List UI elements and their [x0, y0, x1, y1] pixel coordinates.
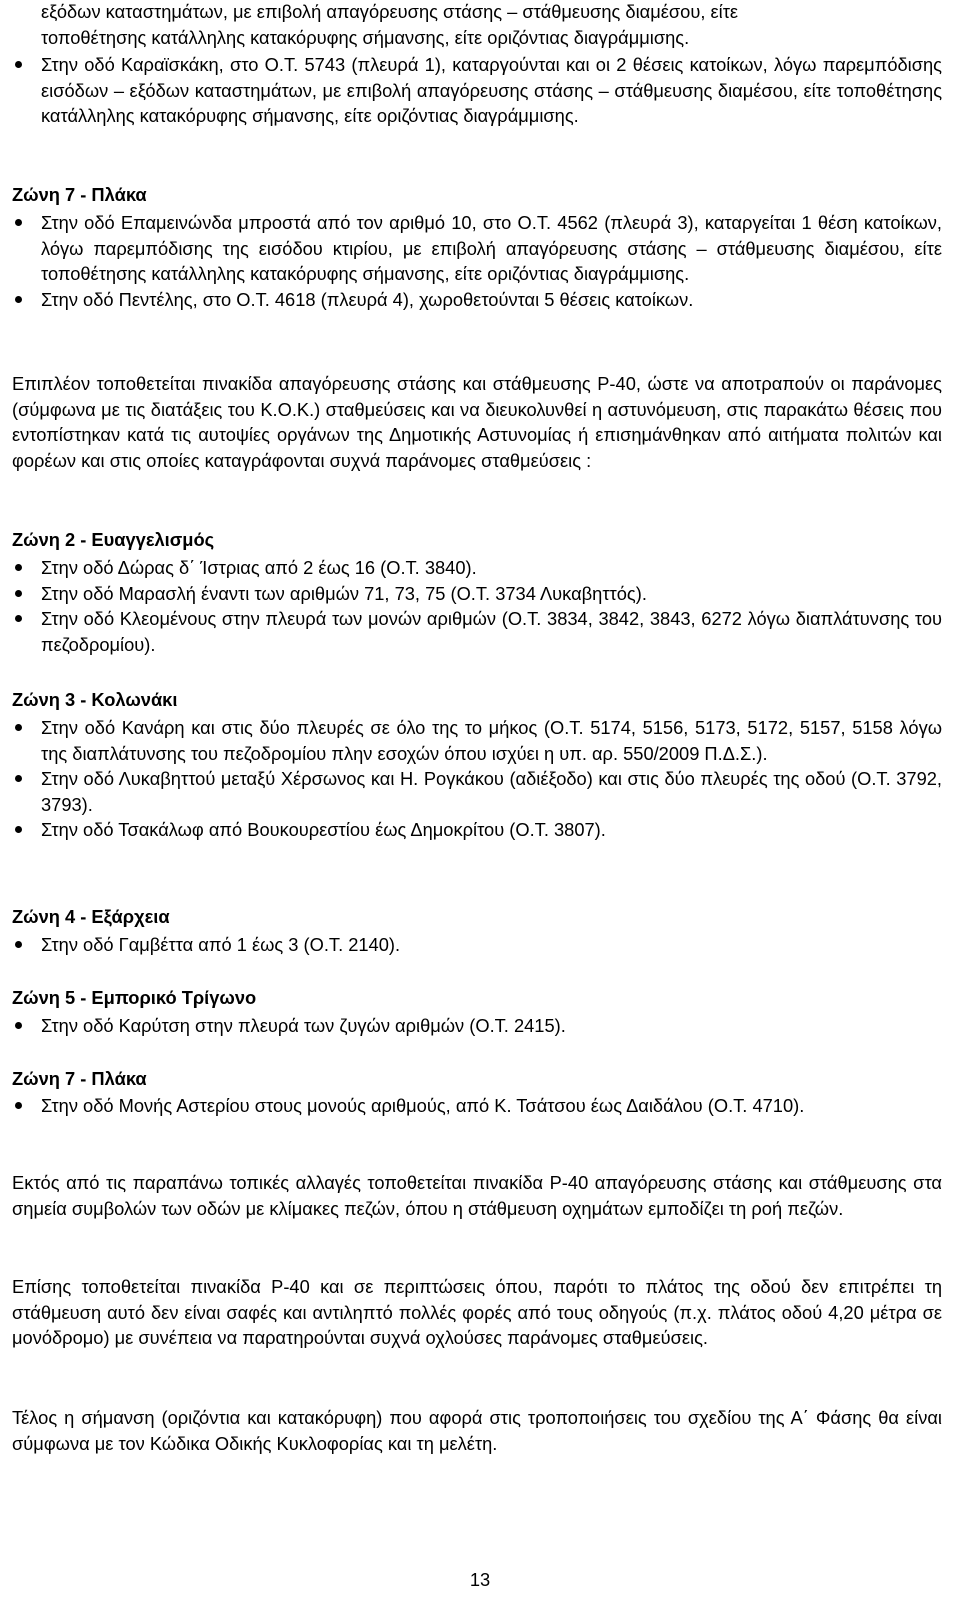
list-item: Στην οδό Καρύτση στην πλευρά των ζυγών αριθμών (Ο.Τ. 2415).: [12, 1013, 942, 1039]
bullet-icon: [15, 941, 22, 948]
final-paragraph: Τέλος η σήμανση (οριζόντια και κατακόρυφη) που αφορά στις τροποποιήσεις του σχεδίου της Α΄ Φάσης θα είναι σύμφωνα με τον Κώδικα Οδικής Κυκλοφορίας και τη μελέτη.: [12, 1407, 942, 1454]
zone-7-heading: Ζώνη 7 - Πλάκα: [12, 184, 147, 205]
zone-7-list: [12, 210, 942, 312]
bullet-icon: [15, 775, 22, 782]
zone-4-heading: Ζώνη 4 - Εξάρχεια: [12, 906, 170, 927]
list-item: Στην οδό Δώρας δ΄ Ίστριας από 2 έως 16 (Ο.Τ. 3840).: [12, 555, 942, 581]
bullet-icon: [15, 1022, 22, 1029]
zone-2-list: [12, 555, 942, 657]
continued-text: [41, 0, 942, 50]
list-item: Στην οδό Επαμεινώνδα μπροστά από τον αριθμό 10, στο Ο.Τ. 4562 (πλευρά 3), καταργείται 1 θέση κατοίκων, λόγω παρεμπόδισης της εισόδου κτιρίου, με επιβολή απαγόρευσης στάσης – στάθμευσης διαμέσου, είτε τοποθέτησης κατάλληλης κατακόρυφης σήμανσης, είτε οριζόντιας διαγράμμισης.: [12, 210, 942, 287]
list-item: Στην οδό Τσακάλωφ από Βουκουρεστίου έως Δημοκρίτου (Ο.Τ. 3807).: [12, 817, 942, 843]
continued-line-2: τοποθέτησης κατάλληλης κατακόρυφης σήμανσης, είτε οριζόντιας διαγράμμισης.: [41, 26, 690, 48]
zone-4-list: [12, 932, 942, 958]
bullet-icon: [15, 61, 22, 68]
zone-3-heading: Ζώνη 3 - Κολωνάκι: [12, 689, 178, 710]
list-item: Στην οδό Κανάρη και στις δύο πλευρές σε όλο της το μήκος (Ο.Τ. 5174, 5156, 5173, 5172, 5157, 5158 λόγω της διαπλάτυνσης του πεζοδρομίου πλην εσοχών όπου ισχύει η υπ. αρ. 550/2009 Π.Δ.Σ.).: [12, 715, 942, 766]
bullet-icon: [15, 826, 22, 833]
bullet-icon: [15, 590, 22, 597]
changes-paragraph: Εκτός από τις παραπάνω τοπικές αλλαγές τοποθετείται πινακίδα Ρ-40 απαγόρευσης στάσης και στάθμευσης στα σημεία συμβολών των οδών με κλίμακες πεζών, όπου η στάθμευση οχημάτων εμποδίζει τη ροή πεζών.: [12, 1172, 942, 1219]
bullet-icon: [15, 615, 22, 622]
bullet-icon: [15, 1102, 22, 1109]
list-item: Στην οδό Λυκαβηττού μεταξύ Χέρσωνος και Η. Ρογκάκου (αδιέξοδο) και στις δύο πλευρές της οδού (Ο.Τ. 3792, 3793).: [12, 766, 942, 817]
continued-line-1: εξόδων καταστημάτων, με επιβολή απαγόρευσης στάσης – στάθμευσης διαμέσου, είτε: [41, 1, 739, 22]
list-item: Στην οδό Πεντέλης, στο Ο.Τ. 4618 (πλευρά 4), χωροθετούνται 5 θέσεις κατοίκων.: [12, 287, 942, 313]
zone-5-list: [12, 1013, 942, 1039]
list-item: Στην οδό Γαμβέττα από 1 έως 3 (Ο.Τ. 2140).: [12, 932, 942, 958]
zone-7b-list: [12, 1093, 942, 1119]
zone-2-heading: Ζώνη 2 - Ευαγγελισμός: [12, 529, 215, 550]
list-item: Στην οδό Μονής Αστερίου στους μονούς αριθμούς, από Κ. Τσάτσου έως Δαιδάλου (Ο.Τ. 4710).: [12, 1093, 942, 1119]
zone-7b-heading: Ζώνη 7 - Πλάκα: [12, 1068, 147, 1089]
width-paragraph: Επίσης τοποθετείται πινακίδα Ρ-40 και σε περιπτώσεις όπου, παρότι το πλάτος της οδού δεν επιτρέπει τη στάθμευση αυτό δεν είναι σαφές και αντιληπτό πολλές φορές από τους οδηγούς (π.χ. πλάτος οδού 4,20 μέτρα σε μονόδρομο) με συνέπεια να παρατηρούνται συχνά οχλούσες παράνομες σταθμεύσεις.: [12, 1276, 942, 1348]
page-number: 13: [469, 1569, 491, 1590]
bullet-icon: [15, 219, 22, 226]
list-item: Στην οδό Κλεομένους στην πλευρά των μονών αριθμών (Ο.Τ. 3834, 3842, 3843, 6272 λόγω διαπλάτυνσης του πεζοδρομίου).: [12, 606, 942, 657]
bullet-list-top: [12, 52, 942, 129]
list-item: Στην οδό Καραϊσκάκη, στο Ο.Τ. 5743 (πλευρά 1), καταργούνται και οι 2 θέσεις κατοίκων, λόγω παρεμπόδισης εισόδων – εξόδων καταστημάτων, με επιβολή απαγόρευσης στάσης – στάθμευσης διαμέσου, είτε τοποθέτησης κατάλληλης κατακόρυφης σήμανσης, είτε οριζόντιας διαγράμμισης.: [12, 52, 942, 129]
intro-paragraph: Επιπλέον τοποθετείται πινακίδα απαγόρευσης στάσης και στάθμευσης Ρ-40, ώστε να αποτραπούν οι παράνομες (σύμφωνα με τις διατάξεις του Κ.Ο.Κ.) σταθμεύσεις και να διευκολυνθεί η αστυνόμευση, στις παρακάτω θέσεις που εντοπίστηκαν κατά τις αυτοψίες οργάνων της Δημοτικής Αστυνομίας ή επισημάνθηκαν από αιτήματα πολιτών και φορέων και στις οποίες καταγράφονται συχνά παράνομες σταθμεύσεις :: [12, 373, 942, 471]
zone-3-list: [12, 715, 942, 843]
bullet-icon: [15, 564, 22, 571]
bullet-icon: [15, 724, 22, 731]
bullet-icon: [15, 296, 22, 303]
list-item: Στην οδό Μαρασλή έναντι των αριθμών 71, 73, 75 (Ο.Τ. 3734 Λυκαβηττός).: [12, 581, 942, 607]
zone-5-heading: Ζώνη 5 - Εμπορικό Τρίγωνο: [12, 987, 257, 1008]
